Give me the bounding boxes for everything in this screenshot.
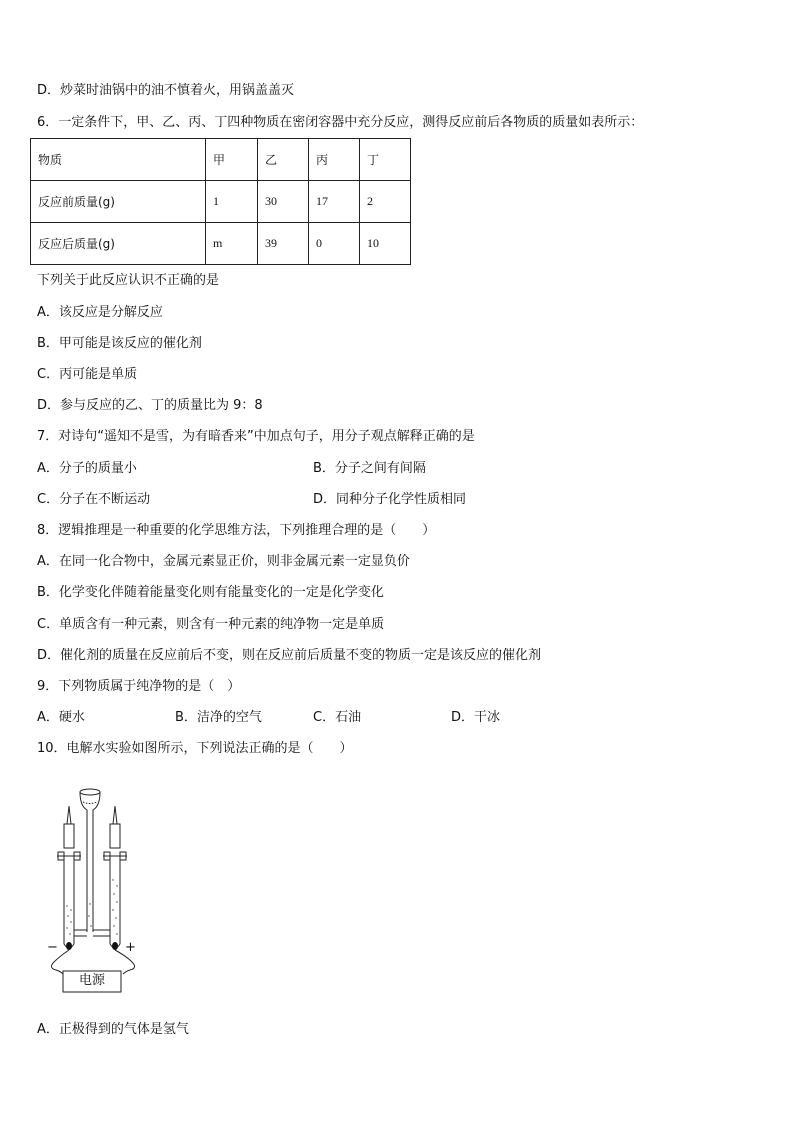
table-row (31, 223, 411, 265)
table-cell: 反应后质量(g) (31, 223, 206, 265)
table-header-cell: 乙 (258, 139, 309, 181)
positive-sign: + (125, 940, 136, 955)
table-cell: 1 (206, 181, 258, 223)
wires (51, 950, 134, 974)
q8-option-c: C．单质含有一种元素，则含有一种元素的纯净物一定是单质 (37, 617, 385, 632)
q9-option-a: A．硬水 (37, 710, 85, 725)
mass-table (30, 138, 411, 265)
q10-option-a: A．正极得到的气体是氢气 (37, 1022, 189, 1037)
q8-stem: 8．逻辑推理是一种重要的化学思维方法，下列推理合理的是（ ） (37, 523, 436, 538)
q6-option-b: B．甲可能是该反应的催化剂 (37, 336, 202, 351)
power-source-label: 电源 (78, 973, 105, 988)
table-cell: 17 (309, 181, 360, 223)
table-header-cell: 丙 (309, 139, 360, 181)
q9-option-b: B．洁净的空气 (175, 710, 262, 725)
q8-option-b: B．化学变化伴随着能量变化则有能量变化的一定是化学变化 (37, 585, 384, 600)
q9-option-c: C．石油 (313, 710, 362, 725)
table-cell: 2 (360, 181, 411, 223)
q6-option-a: A．该反应是分解反应 (37, 305, 163, 320)
table-cell: 反应前质量(g) (31, 181, 206, 223)
q9-option-d: D．干冰 (451, 710, 501, 725)
table-cell: m (206, 223, 258, 265)
table-cell: 10 (360, 223, 411, 265)
q7-option-d: D．同种分子化学性质相同 (313, 492, 467, 507)
table-header-cell: 丁 (360, 139, 411, 181)
table-header-cell: 甲 (206, 139, 258, 181)
table-header-row (31, 139, 411, 181)
left-tube (57, 806, 87, 948)
q10-stem: 10．电解水实验如图所示，下列说法正确的是（ ） (37, 741, 353, 756)
q7-option-a: A．分子的质量小 (37, 461, 137, 476)
q7-option-c: C．分子在不断运动 (37, 492, 151, 507)
q6-prompt: 下列关于此反应认识不正确的是 (37, 273, 220, 288)
table-row (31, 181, 411, 223)
table-cell: 30 (258, 181, 309, 223)
table-header-cell: 物质 (31, 139, 206, 181)
q6-option-d: D．参与反应的乙、丁的质量比为 9：8 (37, 398, 263, 413)
q6-stem: 6．一定条件下，甲、乙、丙、丁四种物质在密闭容器中充分反应，测得反应前后各物质的质量如表所示： (37, 115, 644, 130)
right-tube (93, 806, 127, 948)
q8-option-a: A．在同一化合物中，金属元素显正价，则非金属元素一定显负价 (37, 554, 410, 569)
central-tube (87, 814, 93, 932)
table-cell: 39 (258, 223, 309, 265)
q7-stem: 7．对诗句“遥知不是雪，为有暗香来”中加点句子，用分子观点解释正确的是 (37, 429, 475, 444)
q6-option-c: C．丙可能是单质 (37, 367, 138, 382)
q8-option-d: D．催化剂的质量在反应前后不变，则在反应前后质量不变的物质一定是该反应的催化剂 (37, 648, 542, 663)
q5-option-d: D．炒菜时油锅中的油不慎着火，用锅盖盖灭 (37, 83, 295, 98)
table-cell: 0 (309, 223, 360, 265)
negative-sign: − (47, 940, 58, 955)
funnel-reservoir (80, 789, 100, 814)
electrolysis-apparatus-figure (40, 784, 160, 996)
q7-option-b: B．分子之间有间隔 (313, 461, 426, 476)
q9-stem: 9．下列物质属于纯净物的是（ ） (37, 679, 241, 694)
